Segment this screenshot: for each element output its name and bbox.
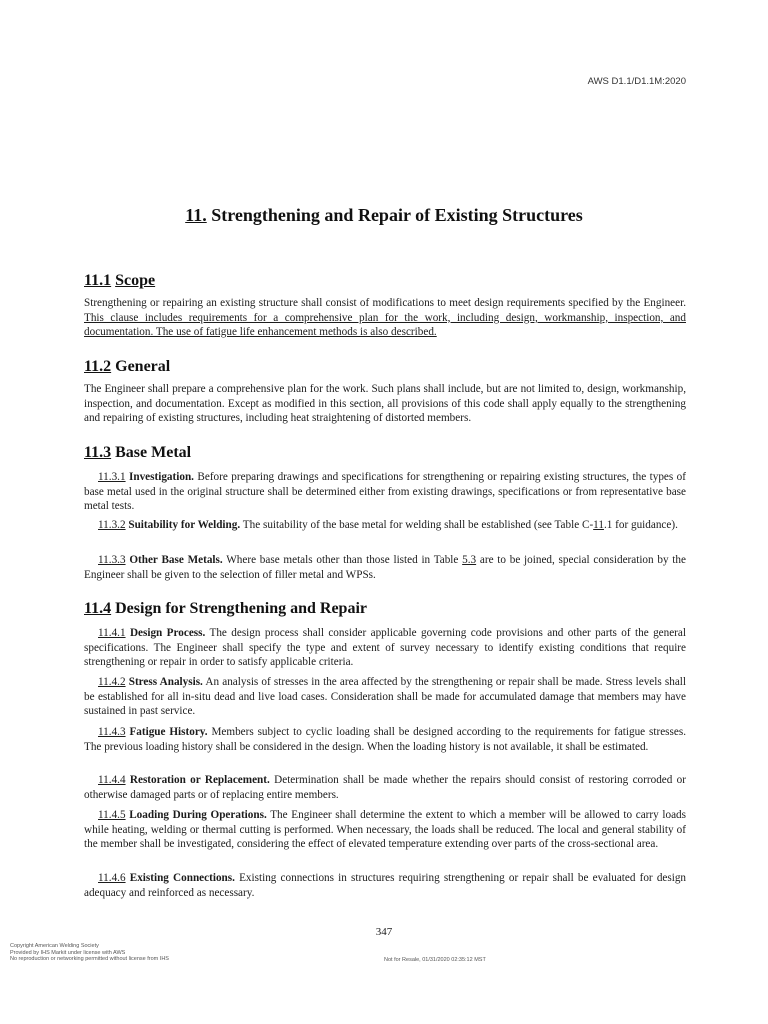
subsection-text: Determination shall be made whether the repairs should consist of restoring corroded or otherwise damaged parts or of replacing entire members. — [84, 774, 687, 801]
footer-line-1: Copyright American Welding Society — [10, 943, 99, 949]
footer-line-2: Provided by IHS Markit under license with AWS — [10, 949, 126, 956]
subsection-text: An analysis of stresses in the area affected by the strengthening or repair shall be made. Stress levels shall be established for all in-situ dead and live load cases. Consideration shall be made for accumulated damage that members may have sustained in past service. — [84, 676, 687, 718]
subsection-number: 11.3.1 — [98, 471, 126, 483]
subsection-title: Loading During Operations. — [129, 809, 267, 821]
subsection-text: The Engineer shall determine the extent to which a member will be allowed to carry loads while heating, welding or thermal cutting is performed. When necessary, the loads shall be reduced. The local and general stability of the member shall be investigated, considering the effect of elevated temperature extending over parts of the cross-sectional area. — [84, 809, 686, 851]
section-heading-design — [84, 600, 367, 618]
subsection-text: Before preparing drawings and specifications for strengthening or repairing existing structures, the types of base metal used in the original structure shall be determined either from existing drawings, specifications or from representative base metal tests. — [84, 471, 686, 513]
subsection-number: 11.4.5 — [98, 809, 126, 821]
section-title: Scope — [115, 272, 156, 289]
document-header: AWS D1.1/D1.1M:2020 — [587, 76, 686, 87]
subsection-title: Design Process. — [129, 627, 206, 639]
subsection-number: 11.4.1 — [98, 627, 126, 639]
subsection-text-end: are to be joined, special consideration by the Engineer shall be given to the selection of filler metal and WPSs. — [84, 554, 686, 581]
page-number: 347 — [375, 926, 393, 938]
subsection-11-4-2 — [84, 675, 686, 719]
subsection-11-4-5 — [84, 808, 686, 852]
subsection-title: Existing Connections. — [129, 872, 235, 884]
section-number: 11.3 — [84, 444, 112, 461]
subsection-title: Fatigue History. — [129, 726, 208, 738]
subsection-11-4-1 — [84, 626, 686, 670]
subsection-11-3-2 — [84, 518, 686, 533]
section-title: General — [115, 358, 171, 375]
section-number: 11.1 — [84, 272, 112, 289]
subsection-11-4-4 — [84, 773, 686, 802]
copyright-footer — [10, 943, 169, 963]
subsection-title: Stress Analysis. — [128, 676, 203, 688]
subsection-number: 11.4.3 — [98, 726, 126, 738]
subsection-title: Other Base Metals. — [129, 554, 223, 566]
section-heading-general — [84, 358, 170, 376]
subsection-title: Investigation. — [129, 471, 194, 483]
subsection-number: 11.3.3 — [98, 554, 126, 566]
subsection-number: 11.3.2 — [98, 519, 126, 531]
subsection-text: The suitability of the base metal for welding shall be established (see Table C- — [242, 519, 594, 531]
section-number: 11.4 — [84, 600, 112, 617]
subsection-text: Members subject to cyclic loading shall be designed according to the requirements for fatigue stresses. The previous loading history shall be considered in the design. When the loading history is not available, it shall be estimated. — [84, 726, 687, 753]
section-heading-scope — [84, 272, 155, 290]
subsection-text: Where base metals other than those listed in Table — [226, 554, 463, 566]
chapter-title — [0, 205, 768, 226]
section-heading-base-metal — [84, 444, 191, 462]
subsection-11-4-6 — [84, 871, 686, 900]
footer-line-3: No reproduction or networking permitted without license from IHS — [10, 956, 169, 962]
resale-notice: Not for Resale, 01/31/2020 02:35:12 MST — [384, 957, 486, 963]
chapter-title-text: Strengthening and Repair of Existing Structures — [211, 205, 583, 225]
chapter-number: 11. — [185, 205, 207, 225]
section-number: 11.2 — [84, 358, 112, 375]
subsection-title: Suitability for Welding. — [128, 519, 241, 531]
section-title: Design for Strengthening and Repair — [115, 600, 367, 617]
scope-paragraph — [84, 296, 686, 340]
subsection-11-4-3 — [84, 725, 686, 754]
subsection-11-3-1 — [84, 470, 686, 514]
table-reference: 5.3 — [462, 554, 477, 566]
scope-underlined-text: This clause includes requirements for a comprehensive plan for the work, including design, workmanship, inspection, and documentation. The use of fatigue life enhancement methods is also described. — [84, 311, 686, 339]
subsection-text: Existing connections in structures requiring strengthening or repair shall be evaluated for design adequacy and reinforced as necessary. — [84, 872, 687, 899]
subsection-number: 11.4.6 — [98, 872, 126, 884]
subsection-11-3-3 — [84, 553, 686, 582]
subsection-title: Restoration or Replacement. — [129, 774, 270, 786]
table-reference: 11 — [593, 519, 604, 531]
general-paragraph: The Engineer shall prepare a comprehensive plan for the work. Such plans shall include, but are not limited to, design, workmanship, inspection, and documentation. Except as modified in this section, all provisions of this code shall apply equally to the strengthening and repairing of existing structures, including heat straightening of distorted members. — [84, 383, 686, 425]
subsection-text: The design process shall consider applicable governing code provisions and other parts of the general specifications. The Engineer shall specify the type and extent of survey necessary to identify existing conditions that require strengthening or repair in order to satisfy applicable criteria. — [84, 627, 686, 669]
section-title: Base Metal — [115, 444, 192, 461]
scope-text: Strengthening or repairing an existing structure shall consist of modifications to meet design requirements specified by the Engineer. — [84, 297, 686, 309]
subsection-number: 11.4.2 — [98, 676, 126, 688]
subsection-text-end: .1 for guidance). — [603, 519, 678, 531]
subsection-number: 11.4.4 — [98, 774, 126, 786]
